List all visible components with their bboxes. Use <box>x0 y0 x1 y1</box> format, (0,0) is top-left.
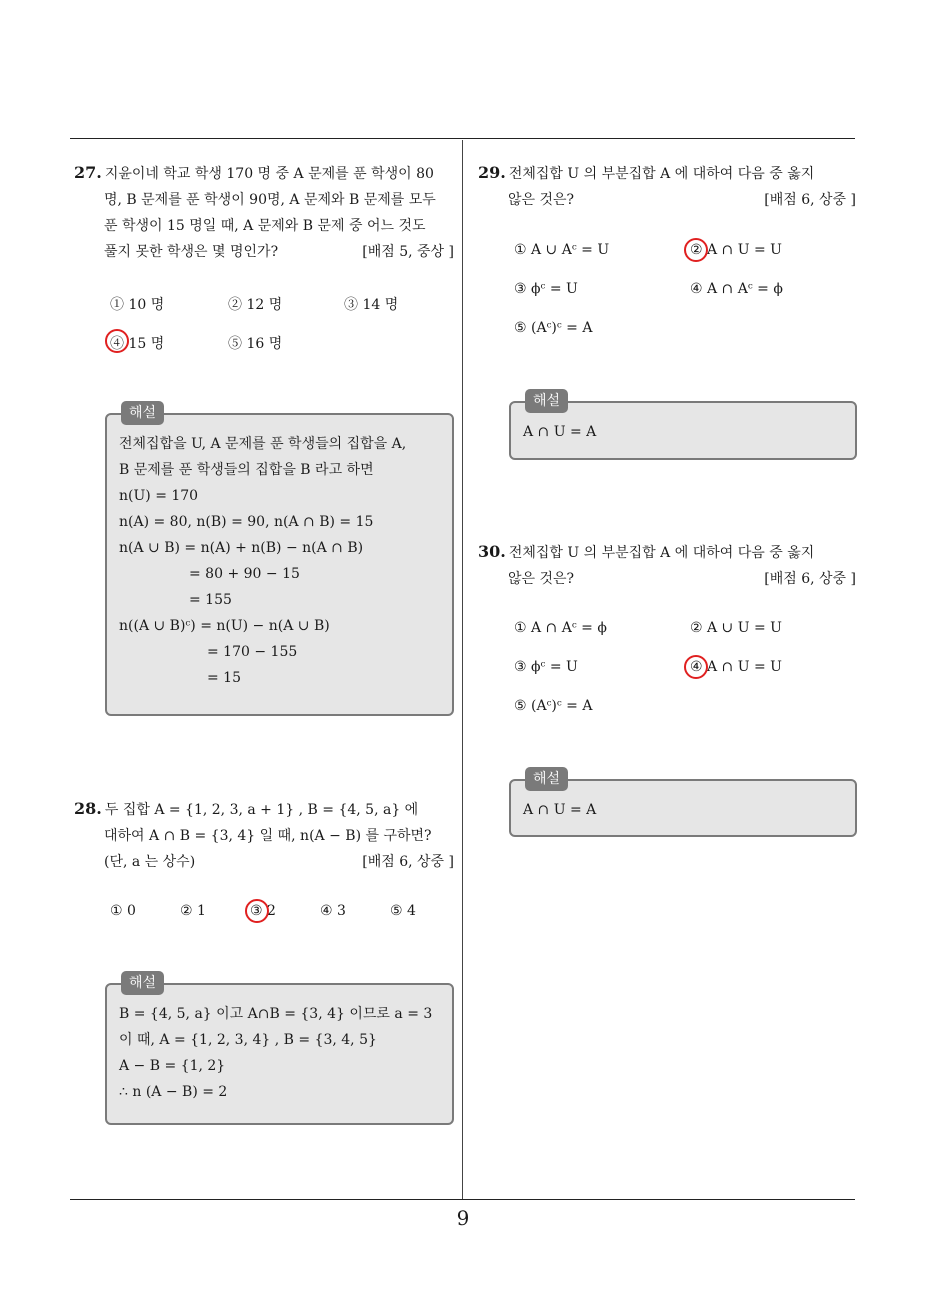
question-text-line: 풀지 못한 학생은 몇 명인가? <box>104 244 279 260</box>
answer-mark-circle <box>684 238 708 262</box>
solution-line: n((A ∪ B)ᶜ) = n(U) − n(A ∪ B) <box>119 618 330 634</box>
question-text-line: 대하여 A ∩ B = {3, 4} 일 때, n(A − B) 를 구하면? <box>104 828 432 844</box>
choice-3[interactable]: ③ 14 명 <box>344 297 399 313</box>
question-27 <box>74 160 454 265</box>
solution-line: 전체집합을 U, A 문제를 푼 학생들의 집합을 A, <box>119 436 407 452</box>
solution-line: B 문제를 푼 학생들의 집합을 B 라고 하면 <box>119 462 374 478</box>
question-28 <box>74 796 454 875</box>
question-30 <box>478 539 856 592</box>
choice-4[interactable]: ④ 3 <box>320 903 346 919</box>
solution-line: n(U) = 170 <box>119 488 199 504</box>
question-text-line: 않은 것은? <box>508 571 575 587</box>
solution-line: B = {4, 5, a} 이고 A∩B = {3, 4} 이므로 a = 3 <box>119 1006 433 1022</box>
question-text-line: (단, a 는 상수) <box>104 854 196 870</box>
choice-3[interactable]: ③ 2 <box>250 903 276 919</box>
question-text-line: 전체집합 U 의 부분집합 A 에 대하여 다음 중 옳지 <box>508 166 815 182</box>
score-tag: [배점 6, 상중 ] <box>362 854 454 870</box>
choice-1[interactable]: ① A ∩ Aᶜ = ϕ <box>514 620 607 636</box>
header-rule <box>70 138 855 139</box>
choice-3[interactable]: ③ ϕᶜ = U <box>514 659 578 675</box>
score-tag: [배점 6, 상중 ] <box>764 192 856 208</box>
solution-line: ∴ n (A − B) = 2 <box>119 1084 228 1100</box>
choice-1[interactable]: ① 0 <box>110 903 136 919</box>
solution-line: = 15 <box>207 670 241 686</box>
choice-2[interactable]: ② 12 명 <box>228 297 283 313</box>
solution-label: 해설 <box>525 767 568 791</box>
choice-5[interactable]: ⑤ (Aᶜ)ᶜ = A <box>514 698 593 714</box>
solution-line: 이 때, A = {1, 2, 3, 4} , B = {3, 4, 5} <box>119 1032 377 1048</box>
footer-rule <box>70 1199 855 1200</box>
answer-mark-circle <box>105 329 129 353</box>
solution-line: A ∩ U = A <box>523 424 597 440</box>
solution-line: = 170 − 155 <box>207 644 298 660</box>
question-number: 30. <box>478 542 506 561</box>
solution-box <box>105 975 454 1125</box>
choice-1[interactable]: ① 10 명 <box>110 297 165 313</box>
column-divider <box>462 140 463 1199</box>
question-29 <box>478 160 856 213</box>
question-text-line: 않은 것은? <box>508 192 575 208</box>
choice-4[interactable]: ④ A ∩ U = U <box>690 659 782 675</box>
question-number: 28. <box>74 799 102 818</box>
score-tag: [배점 5, 중상 ] <box>362 244 454 260</box>
solution-line: A ∩ U = A <box>523 802 597 818</box>
question-text-line: 명, B 문제를 푼 학생이 90명, A 문제와 B 문제를 모두 <box>104 192 436 208</box>
choice-3[interactable]: ③ ϕᶜ = U <box>514 281 578 297</box>
solution-line: n(A) = 80, n(B) = 90, n(A ∩ B) = 15 <box>119 514 374 530</box>
choice-1[interactable]: ① A ∪ Aᶜ = U <box>514 242 610 258</box>
solution-line: A − B = {1, 2} <box>119 1058 226 1074</box>
question-text-line: 두 집합 A = {1, 2, 3, a + 1} , B = {4, 5, a} 에 <box>104 802 419 818</box>
choice-5[interactable]: ⑤ 16 명 <box>228 336 283 352</box>
solution-box <box>105 405 454 716</box>
question-number: 27. <box>74 163 102 182</box>
solution-line: n(A ∪ B) = n(A) + n(B) − n(A ∩ B) <box>119 540 364 556</box>
answer-mark-circle <box>684 655 708 679</box>
choice-5[interactable]: ⑤ (Aᶜ)ᶜ = A <box>514 320 593 336</box>
choice-5[interactable]: ⑤ 4 <box>390 903 416 919</box>
solution-label: 해설 <box>525 389 568 413</box>
solution-line: = 80 + 90 − 15 <box>189 566 300 582</box>
solution-line: = 155 <box>189 592 232 608</box>
page-number: 9 <box>456 1206 470 1230</box>
choice-2[interactable]: ② 1 <box>180 903 206 919</box>
solution-box <box>509 771 857 837</box>
choice-2[interactable]: ② A ∩ U = U <box>690 242 782 258</box>
question-number: 29. <box>478 163 506 182</box>
solution-label: 해설 <box>121 401 164 425</box>
choice-4[interactable]: ④ 15 명 <box>110 336 165 352</box>
choice-2[interactable]: ② A ∪ U = U <box>690 620 782 636</box>
answer-mark-circle <box>245 899 269 923</box>
question-text-line: 지윤이네 학교 학생 170 명 중 A 문제를 푼 학생이 80 <box>104 166 434 182</box>
solution-label: 해설 <box>121 971 164 995</box>
solution-box <box>509 393 857 460</box>
question-text-line: 푼 학생이 15 명일 때, A 문제와 B 문제 중 어느 것도 <box>104 218 426 234</box>
question-text-line: 전체집합 U 의 부분집합 A 에 대하여 다음 중 옳지 <box>508 545 815 561</box>
score-tag: [배점 6, 상중 ] <box>764 571 856 587</box>
choice-4[interactable]: ④ A ∩ Aᶜ = ϕ <box>690 281 783 297</box>
